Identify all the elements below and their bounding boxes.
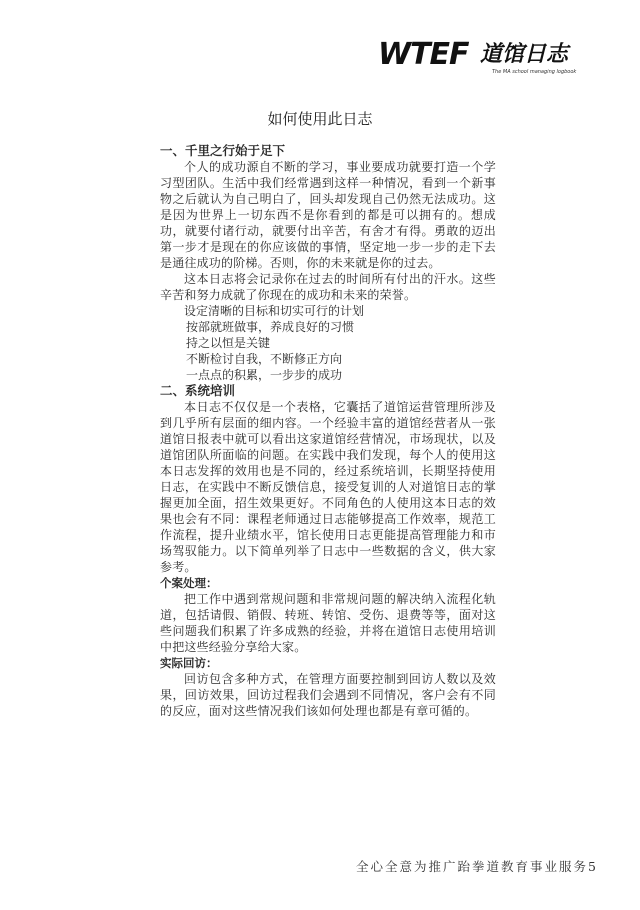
- page-footer: [356, 857, 598, 875]
- page-number: 5: [588, 859, 598, 874]
- list-item: 不断检讨自我，不断修正方向: [186, 352, 343, 366]
- list-item: 持之以恒是关键: [186, 336, 271, 350]
- section-paragraph: 这本日志将会记录你在过去的时间所有付出的汗水。这些辛苦和努力成就了你现在的成功和未来的荣誉。: [160, 272, 496, 302]
- section-heading: 二、系统培训: [160, 383, 236, 398]
- list-item: 设定清晰的目标和切实可行的计划: [184, 304, 365, 318]
- section-heading: 一、千里之行始于足下: [160, 143, 286, 158]
- brand-logo: [378, 37, 588, 78]
- logo-chinese-name: 道馆日志: [480, 42, 569, 67]
- subsection-heading: 个案处理：: [160, 576, 218, 590]
- subsection-paragraph: 把工作中遇到常规问题和非常规问题的解决纳入流程化轨道，包括请假、销假、转班、转馆、受伤、退费等等，面对这些问题我们积累了许多成熟的经验，并将在道馆日志使用培训中把这些经验分享给大家。: [160, 592, 496, 654]
- section-paragraph: 个人的成功源自不断的学习，事业要成功就要打造一个学习型团队。生活中我们经常遇到这样一种情况，看到一个新事物之后就认为自己明白了，回头却发现自己仍然无法成功。这是因为世界上一切东西不是你看到的都是可以拥有的。想成功，就要付诸行动，就要付出辛苦，有舍才有得。勇敢的迈出第一步才是现在的你应该做的事情，坚定地一步一步的走下去是通往成功的阶梯。否则，你的未来就是你的过去。: [160, 160, 496, 270]
- footer-slogan: 全心全意为推广跆拳道教育事业服务: [356, 859, 589, 874]
- section-paragraph: 本日志不仅仅是一个表格，它囊括了道馆运营管理所涉及到几乎所有层面的细内容。一个经验丰富的道馆经营者从一张道馆日报表中就可以看出这家道馆经营情况，市场现状，以及道馆团队所面临的问题。在实践中我们发现，每个人的使用这本日志发挥的效用也是不同的，经过系统培训，长期坚持使用日志，在实践中不断反馈信息，接受复训的人对道馆日志的掌握更加全面，招生效果更好。不同角色的人使用这本日志的效果也会有不同：课程老师通过日志能够提高工作效率，规范工作流程，提升业绩水平，馆长使用日志更能提高管理能力和市场驾驭能力。以下简单列举了日志中一些数据的含义，供大家参考。: [160, 400, 496, 574]
- subsection-paragraph: 回访包含多种方式，在管理方面要控制到回访人数以及效果，回访效果，回访过程我们会遇到不同情况，客户会有不同的反应，面对这些情况我们该如何处理也都是有章可循的。: [160, 672, 496, 718]
- document-body: [160, 143, 496, 719]
- logo-tagline: The MA school managing logbook: [492, 69, 577, 75]
- page-title: 如何使用此日志: [267, 110, 373, 128]
- subsection-heading: 实际回访：: [160, 656, 218, 670]
- list-item: 按部就班做事，养成良好的习惯: [186, 320, 355, 334]
- logo-mark: WTEF: [378, 37, 469, 72]
- list-item: 一点点的积累，一步步的成功: [186, 368, 343, 382]
